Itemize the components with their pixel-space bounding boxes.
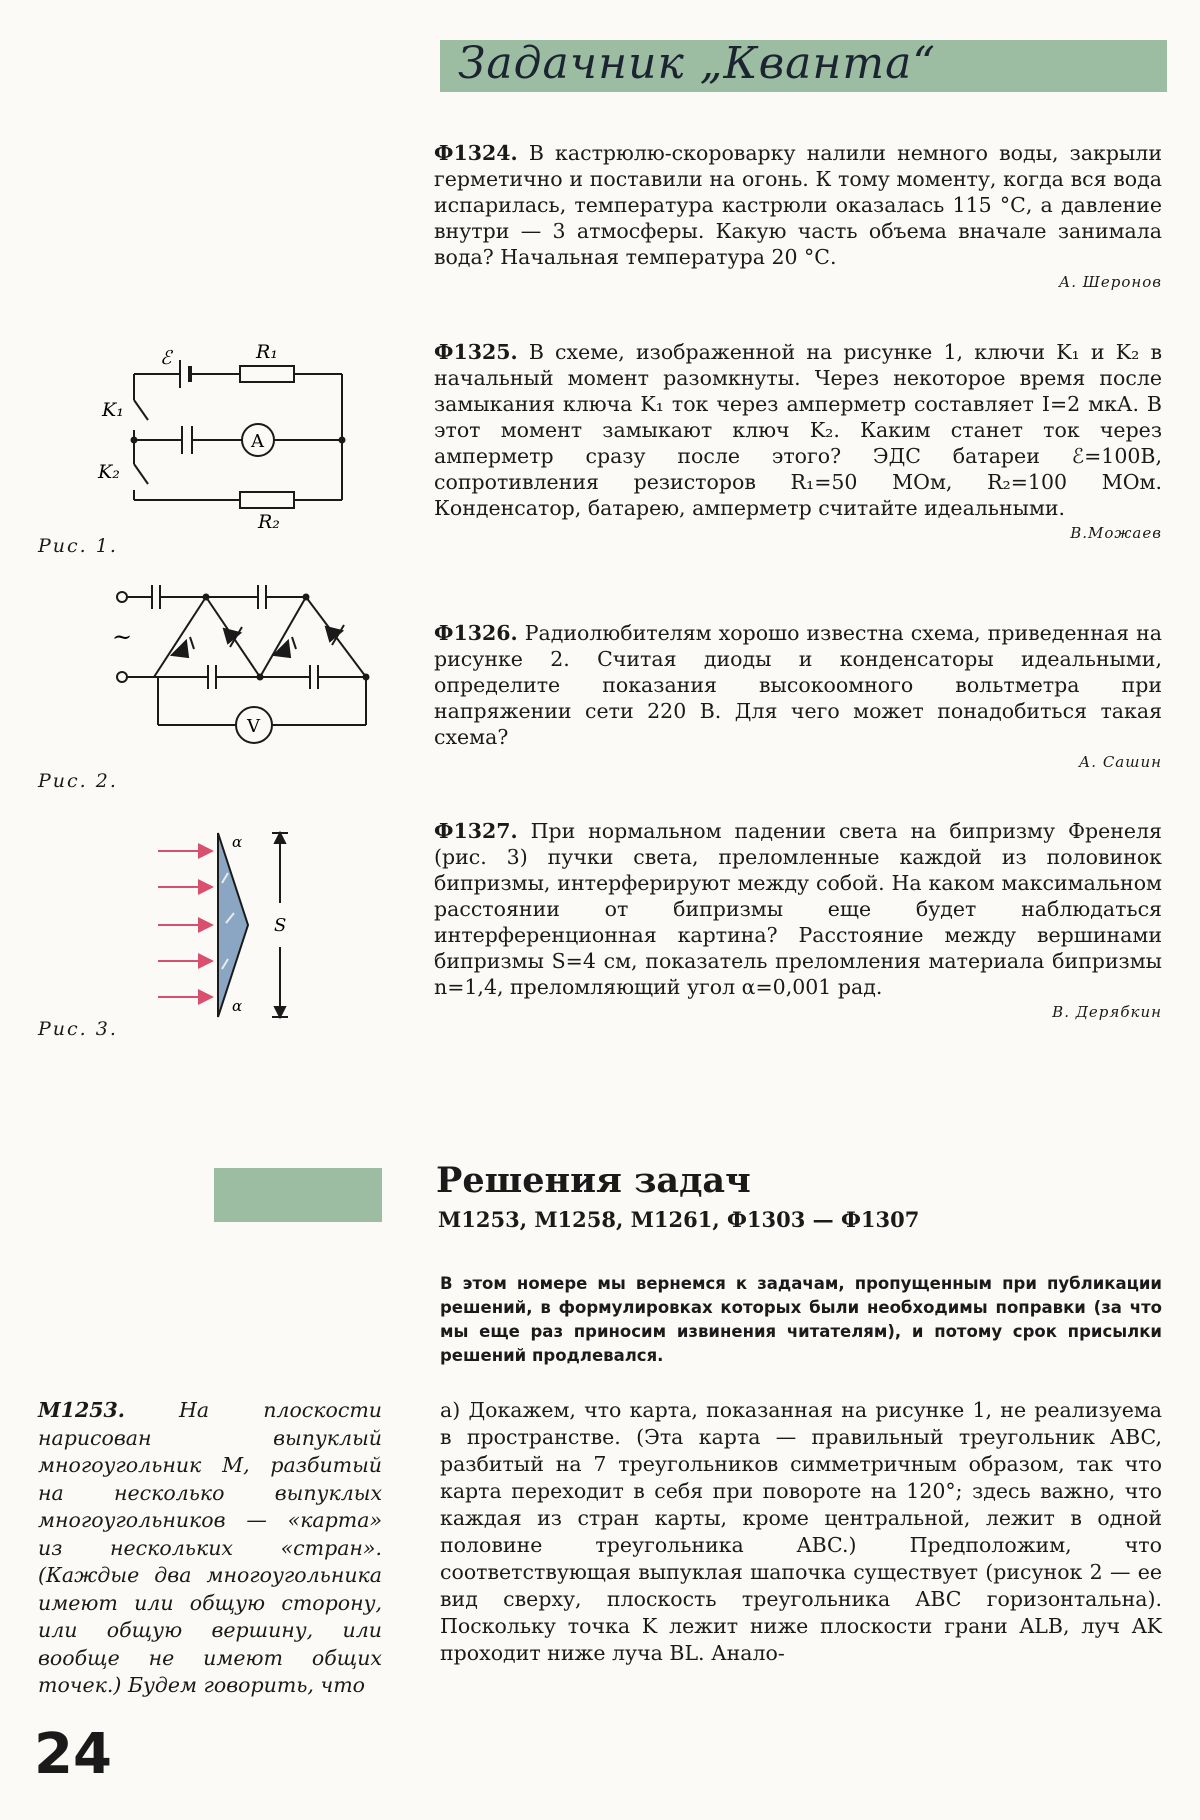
biprism-shape: [218, 833, 248, 1017]
problem-f1324: [434, 140, 1162, 292]
solutions-body: а) Докажем, что карта, показанная на рисунке 1, не реализуема в пространстве. (Эта карта — правильный треугольник ABC, разбитый на 7 треугольников симметричным образом, так что карта переходит в себя при повороте на 120°; здесь важно, что каждая из стран карты, кроме центральной, лежит в одной половине треугольника ABC.) Предположим, что соответствующая выпуклая шапочка существует (рисунок 2 — ее вид сверху, плоскость треугольника ABC горизонтальна). Поскольку точка K лежит ниже плоскости грани ALB, луч AK проходит ниже луча BL. Анало-: [440, 1398, 1162, 1665]
figure-3-biprism: [150, 825, 320, 1025]
junction-dot: [257, 674, 264, 681]
solutions-title: Решения задач: [436, 1160, 751, 1201]
section-swatch: [214, 1168, 382, 1222]
junction-dot: [339, 437, 346, 444]
junction-dot: [131, 437, 138, 444]
ammeter-label: A: [251, 431, 264, 452]
figure-2-caption: Рис. 2.: [38, 770, 118, 792]
problem-author: В.Можаев: [1070, 524, 1162, 542]
junction-dot: [203, 594, 210, 601]
sidebar-problem-m1253: [38, 1397, 382, 1700]
ac-symbol: ~: [112, 623, 133, 651]
problem-f1327: [434, 818, 1162, 1022]
solutions-intro: В этом номере мы вернемся к задачам, пропущенным при публикации решений, в формулировках которых были необходимы поправки (за что мы еще раз приносим извинения читателям), и потому срок присылки решений продлевался.: [440, 1274, 1162, 1365]
alpha-top-label: α: [232, 833, 243, 851]
problem-number: Ф1325.: [434, 340, 518, 364]
alpha-bottom-label: α: [232, 997, 243, 1015]
problem-text: Радиолюбителям хорошо известна схема, приведенная на рисунке 2. Считая диоды и конденсаторы идеальными, определите показания высокоомного вольтметра при напряжении сети 220 В. Для чего может понадобиться такая схема?: [434, 621, 1162, 749]
figure-2-circuit: [100, 575, 380, 755]
junction-dot: [303, 594, 310, 601]
problem-text: При нормальном падении света на бипризму Френеля (рис. 3) пучки света, преломленные каждой из половинок бипризмы, интерферируют между собой. На каком максимальном расстоянии от бипризмы еще будет наблюдаться интерференционная картина? Расстояние между вершинами бипризмы S=4 см, показатель преломления материала бипризмы n=1,4, преломляющий угол α=0,001 рад.: [434, 819, 1162, 999]
junction-dot: [363, 674, 370, 681]
problem-number: Ф1324.: [434, 141, 518, 165]
problem-text: В схеме, изображенной на рисунке 1, ключи K₁ и K₂ в начальный момент разомкнуты. Через некоторое время после замыкания ключа K₁ ток через амперметр составляет I=2 мкА. В этот момент замыкают ключ K₂. Каким станет ток через амперметр сразу после этого? ЭДС батареи ℰ=100В, сопротивления резисторов R₁=50 МОм, R₂=100 МОм. Конденсатор, батарею, амперметр считайте идеальными.: [434, 340, 1162, 520]
header-banner: [440, 40, 1167, 92]
problem-f1325: [434, 339, 1162, 543]
problem-text: В кастрюлю-скороварку налили немного воды, закрыли герметично и поставили на огонь. К тому моменту, когда вся вода испарилась, температура кастрюли оказалась 115 °С, а давление внутри — 3 атмосферы. Какую часть объема вначале занимала вода? Начальная температура 20 °С.: [434, 141, 1162, 269]
figure-1-circuit: [90, 338, 360, 538]
problem-author: В. Дерябкин: [1052, 1003, 1162, 1021]
problem-author: А. Сашин: [1078, 753, 1162, 771]
figure-1-caption: Рис. 1.: [38, 535, 118, 557]
problem-f1326: [434, 620, 1162, 772]
r2-label: R₂: [258, 511, 280, 533]
problem-author: А. Шеронов: [1058, 273, 1162, 291]
page-number: 24: [34, 1722, 112, 1787]
banner-title: Задачник „Кванта“: [458, 38, 936, 89]
voltmeter-label: V: [247, 716, 260, 737]
problem-number: Ф1326.: [434, 621, 518, 645]
problem-number: Ф1327.: [434, 819, 518, 843]
s-label: S: [274, 915, 287, 936]
k1-label: K₁: [102, 399, 124, 421]
solutions-subtitle: М1253, М1258, М1261, Ф1303 — Ф1307: [438, 1207, 920, 1232]
emf-label: ℰ: [160, 347, 172, 369]
k2-label: K₂: [98, 461, 120, 483]
r1-label: R₁: [256, 341, 278, 363]
figure-3-caption: Рис. 3.: [38, 1018, 118, 1040]
sidebar-problem-number: М1253.: [38, 1398, 125, 1422]
sidebar-problem-text: На плоскости нарисован выпуклый многоугольник М, разбитый на несколько выпуклых многоугольников — «карта» из нескольких «стран». (Каждые два многоугольника имеют или общую сторону, или общую вершину, или вообще не имеют общих точек.) Будем говорить, что: [38, 1398, 382, 1697]
